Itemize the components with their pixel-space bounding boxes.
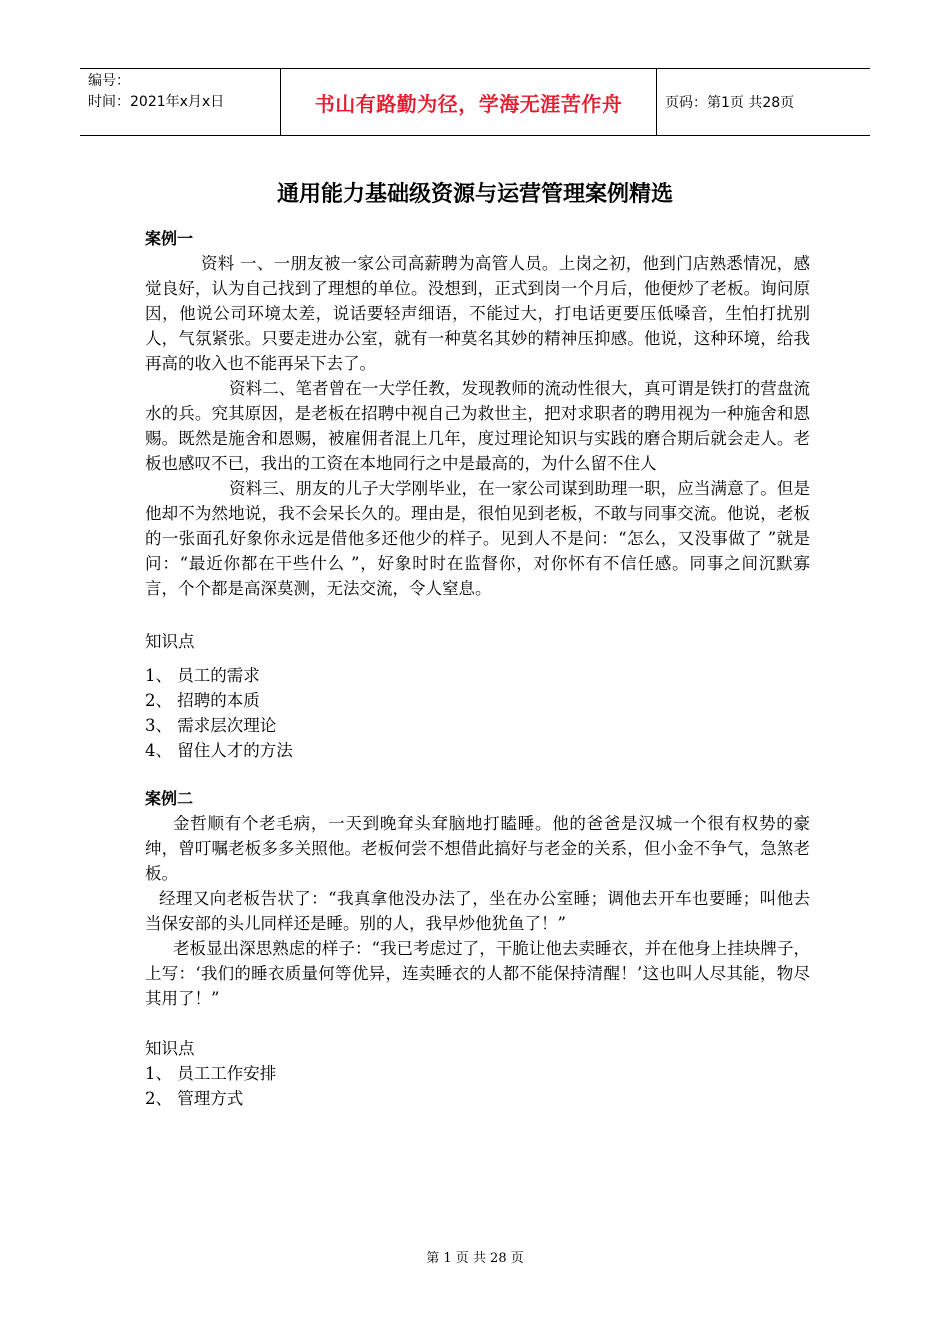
case2-knowledge-item-2: 2、 管理方式 bbox=[145, 1089, 244, 1108]
case2-knowledge-item-1: 1、 员工工作安排 bbox=[145, 1064, 277, 1083]
page-header bbox=[80, 68, 870, 136]
header-page-info: 页码：第1页 共28页 bbox=[665, 95, 795, 111]
case2-paragraph-1: 金哲顺有个老毛病，一天到晚耷头耷脑地打瞌睡。他的爸爸是汉城一个很有权势的豪绅，曾叮嘱老板多多关照他。老板何尝不想借此搞好与老金的关系，但小金不争气，急煞老板。 bbox=[145, 814, 810, 883]
case1-knowledge-item-1: 1、 员工的需求 bbox=[145, 666, 260, 685]
case1-paragraph-1: 资料 一、一朋友被一家公司高薪聘为高管人员。上岗之初，他到门店熟悉情况，感觉良好，认为自己找到了理想的单位。没想到，正式到岗一个月后，他便炒了老板。询问原因，他说公司环境太差，说话要轻声细语，不能过大，打电话更要压低嗓音，生怕打扰别人，气氛紧张。只要走进办公室，就有一种莫名其妙的精神压抑感。他说，这种环境，给我再高的收入也不能再呆下去了。 bbox=[145, 254, 810, 373]
case2-paragraph-3: 老板显出深思熟虑的样子：“我已考虑过了，干脆让他去卖睡衣，并在他身上挂块牌子，上写：‘我们的睡衣质量何等优异，连卖睡衣的人都不能保持清醒！’这也叫人尽其能，物尽其用了！” bbox=[145, 939, 810, 1008]
number-label: 编号： bbox=[88, 73, 130, 89]
case1-knowledge-label: 知识点 bbox=[145, 632, 195, 651]
page-footer: 第 1 页 共 28 页 bbox=[426, 1251, 524, 1266]
case1-heading: 案例一 bbox=[145, 229, 194, 248]
time-label: 时间：2021年x月x日 bbox=[88, 94, 225, 110]
page-title: 通用能力基础级资源与运营管理案例精选 bbox=[276, 182, 673, 207]
case2-heading: 案例二 bbox=[145, 789, 194, 808]
case1-paragraph-2: 资料二、笔者曾在一大学任教，发现教师的流动性很大，真可谓是铁打的营盘流水的兵。究其原因，是老板在招聘中视自己为救世主，把对求职者的聘用视为一种施舍和恩赐。既然是施舍和恩赐，被雇佣者混上几年，度过理论知识与实践的磨合期后就会走人。老板也感叹不已，我出的工资在本地同行之中是最高的，为什么留不住人 bbox=[145, 379, 810, 473]
case2-paragraph-2: 经理又向老板告状了：“我真拿他没办法了，坐在办公室睡；调他去开车也要睡；叫他去当保安部的头儿同样还是睡。别的人，我早炒他犹鱼了！” bbox=[145, 889, 810, 933]
header-motto: 书山有路勤为径，学海无涯苦作舟 bbox=[281, 69, 657, 135]
case1-paragraph-3: 资料三、朋友的儿子大学刚毕业，在一家公司谋到助理一职，应当满意了。但是他却不为然地说，我不会呆长久的。理由是，很怕见到老板，不敢与同事交流。他说，老板的一张面孔好象你永远是借他多还他少的样子。见到人不是问：“怎么，又没事做了 ”就是问：“最近你都在干些什么 ”，好象时时在监督你，对你怀有不信任感。同事之间沉默寡言，个个都是高深莫测，无法交流，令人窒息。 bbox=[145, 479, 810, 598]
header-meta bbox=[80, 69, 281, 135]
case1-knowledge-item-4: 4、 留住人才的方法 bbox=[145, 741, 293, 760]
document-body bbox=[145, 226, 810, 1111]
case1-knowledge-item-2: 2、 招聘的本质 bbox=[145, 691, 260, 710]
case2-knowledge-label: 知识点 bbox=[145, 1039, 195, 1058]
case1-knowledge-item-3: 3、 需求层次理论 bbox=[145, 716, 277, 735]
